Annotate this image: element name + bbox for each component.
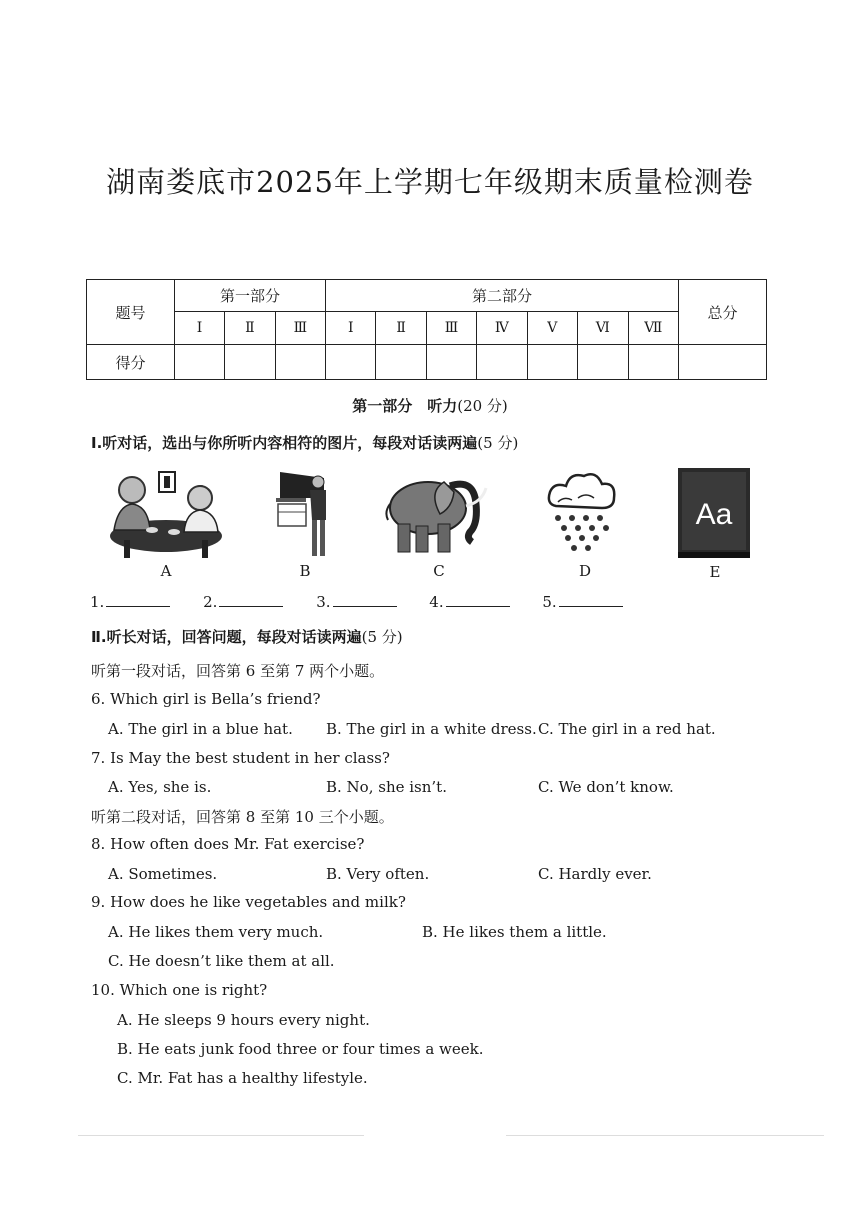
part1-title	[0, 395, 860, 416]
q6-option-b[interactable]: B. The girl in a white dress.	[326, 720, 537, 738]
answer-blank[interactable]	[333, 592, 397, 607]
blank-number: 5.	[542, 593, 557, 611]
score-cell	[477, 345, 527, 380]
score-cell-total	[679, 345, 767, 380]
q8-option-c[interactable]: C. Hardly ever.	[538, 865, 652, 883]
score-col-p2-7: Ⅶ	[628, 312, 679, 345]
q10-option-c[interactable]: C. Mr. Fat has a healthy lifestyle.	[117, 1069, 368, 1087]
dialog2-intro: 听第二段对话，回答第 8 至第 10 三个小题。	[91, 808, 394, 826]
section2-heading	[91, 626, 403, 647]
blank-number: 3.	[316, 593, 331, 611]
score-col-p2-3: Ⅲ	[426, 312, 476, 345]
blank-number: 1.	[90, 593, 105, 611]
score-table-part1: 第一部分	[174, 280, 325, 312]
blank-item-2[interactable]	[203, 592, 283, 611]
dialog1-intro: 听第一段对话，回答第 6 至第 7 两个小题。	[91, 662, 385, 680]
q9-option-c[interactable]: C. He doesn’t like them at all.	[108, 952, 335, 970]
snow-cloud-icon	[544, 468, 620, 554]
score-cell	[225, 345, 275, 380]
part1-title-text: 第一部分 听力	[352, 397, 458, 415]
answer-blank[interactable]	[219, 592, 283, 607]
question-7: 7. Is May the best student in her class?	[91, 749, 390, 767]
question-6: 6. Which girl is Bella’s friend?	[91, 690, 321, 708]
question-9: 9. How does he like vegetables and milk?	[91, 893, 406, 911]
q10-option-b[interactable]: B. He eats junk food three or four times a week.	[117, 1040, 484, 1058]
blank-number: 2.	[203, 593, 218, 611]
score-col-p2-5: Ⅴ	[527, 312, 577, 345]
q6-option-a[interactable]: A. The girl in a blue hat.	[108, 720, 293, 738]
section1-heading-text: Ⅰ.听对话，选出与你所听内容相符的图片，每段对话读两遍	[91, 434, 478, 452]
q7-option-a[interactable]: A. Yes, she is.	[108, 778, 212, 796]
man-cooking-icon	[272, 468, 334, 560]
picture-label-b: B	[299, 562, 311, 580]
book-cover-text: Aa	[695, 498, 733, 531]
section2-points: (5 分)	[361, 628, 403, 646]
score-table-part2: 第二部分	[326, 280, 679, 312]
blank-item-5[interactable]	[542, 592, 622, 611]
elephant-icon	[384, 468, 490, 554]
score-cell	[578, 345, 628, 380]
score-row-label: 得分	[87, 345, 175, 380]
q9-option-b[interactable]: B. He likes them a little.	[422, 923, 607, 941]
score-col-p2-1: Ⅰ	[326, 312, 376, 345]
score-cell	[326, 345, 376, 380]
section2-heading-text: Ⅱ.听长对话，回答问题，每段对话读两遍	[91, 628, 362, 646]
q8-option-b[interactable]: B. Very often.	[326, 865, 430, 883]
answer-blanks	[90, 592, 651, 611]
score-table-total: 总分	[679, 280, 767, 345]
score-col-p2-6: Ⅵ	[578, 312, 628, 345]
score-col-p1-3: Ⅲ	[275, 312, 325, 345]
score-col-p2-2: Ⅱ	[376, 312, 426, 345]
q10-option-a[interactable]: A. He sleeps 9 hours every night.	[117, 1011, 370, 1029]
question-8: 8. How often does Mr. Fat exercise?	[91, 835, 365, 853]
q8-option-a[interactable]: A. Sometimes.	[108, 865, 218, 883]
answer-blank[interactable]	[106, 592, 170, 607]
picture-label-a: A	[160, 562, 172, 580]
page-divider	[78, 1135, 364, 1136]
score-cell	[174, 345, 224, 380]
section1-points: (5 分)	[477, 434, 519, 452]
score-cell	[426, 345, 476, 380]
score-cell	[527, 345, 577, 380]
people-at-table-icon	[104, 468, 226, 558]
q7-option-b[interactable]: B. No, she isn’t.	[326, 778, 447, 796]
blank-item-1[interactable]	[90, 592, 170, 611]
score-table-header-label: 题号	[87, 280, 175, 345]
section1-heading	[91, 432, 518, 453]
answer-blank[interactable]	[559, 592, 623, 607]
score-col-p1-1: Ⅰ	[174, 312, 224, 345]
picture-label-c: C	[433, 562, 445, 580]
part1-points: (20 分)	[457, 397, 508, 415]
score-cell	[628, 345, 679, 380]
question-10: 10. Which one is right?	[91, 981, 268, 999]
blank-item-4[interactable]	[429, 592, 509, 611]
score-cell	[275, 345, 325, 380]
exam-title: 湖南娄底市2025年上学期七年级期末质量检测卷	[106, 165, 754, 199]
score-cell	[376, 345, 426, 380]
page-divider	[506, 1135, 824, 1136]
blank-item-3[interactable]	[316, 592, 396, 611]
picture-label-e: E	[709, 563, 721, 581]
answer-blank[interactable]	[446, 592, 510, 607]
q9-option-a[interactable]: A. He likes them very much.	[108, 923, 324, 941]
dictionary-book-icon	[678, 468, 750, 558]
score-col-p1-2: Ⅱ	[225, 312, 275, 345]
q7-option-c[interactable]: C. We don’t know.	[538, 778, 674, 796]
blank-number: 4.	[429, 593, 444, 611]
picture-label-d: D	[578, 562, 592, 580]
score-table	[86, 279, 767, 380]
score-col-p2-4: Ⅳ	[477, 312, 527, 345]
q6-option-c[interactable]: C. The girl in a red hat.	[538, 720, 716, 738]
